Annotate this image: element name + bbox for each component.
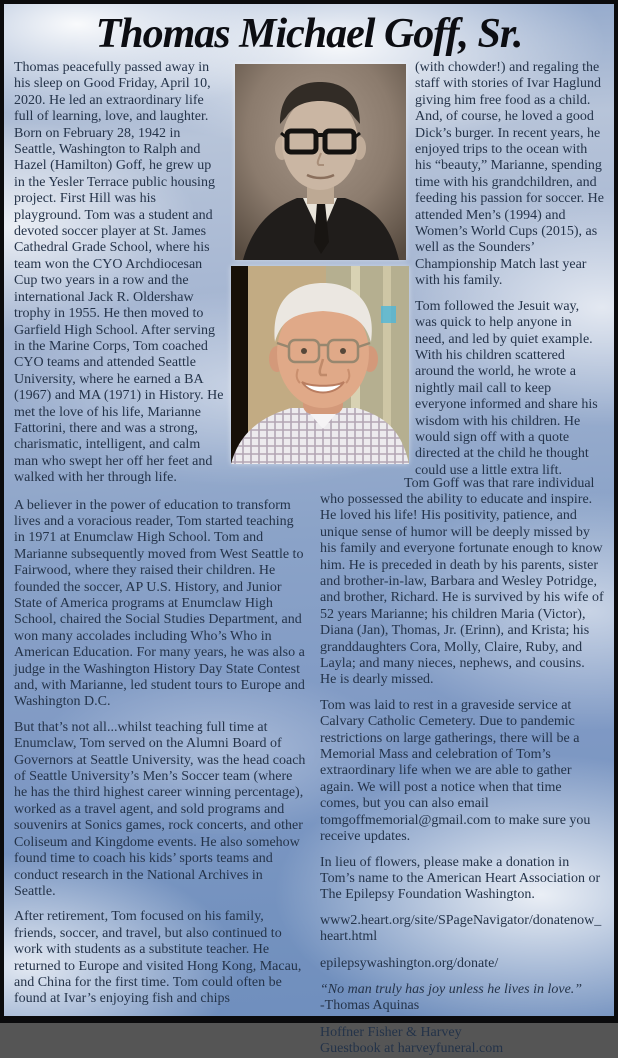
face (282, 96, 358, 190)
obituary-paragraph: Thomas peacefully passed away in his sleep on Good Friday, April 10, 2020. He led an extraordinary life full of learning, love, and laughter. Born on February 28, 1942 in Seattle, Washington to Ralph and Hazel (Hamilton) Goff, he grew up in the Yesler Terrace public housing project. First Hill was his playground. Tom was a student and devoted soccer player at St. James Cathedral Grade School, where his team won the CYO Archdiocesan Cup two years in a row and the international Jack R. Oldershaw trophy in 1955. He then moved to Garfield High School. After serving in the Marine Corps, Tom coached CYO teams and attended Seattle University, where he earned a BA (1967) and MA (1971) in History. He met the love of his life, Marianne Fattorini, there and was a strong, charismatic, intelligent, and calm man who swept her off her feet and walked with her through life. (14, 60, 224, 486)
donation-links (320, 913, 604, 972)
left-column-top (14, 60, 225, 496)
epilepsy-donation-url: epilepsywashington.org/donate/ (320, 955, 499, 971)
window-reflection (381, 306, 396, 323)
obituary-paragraph: (with chowder!) and regaling the staff with stories of Ivar Haglund giving him free food as a child. And, of course, he loved a good Dick’s burger. In recent years, he enjoyed trips to the ocean with his “beauty,” Marianne, spending time with his grandchildren, and feeding his passion for soccer. He attended Men’s (1994) and Women’s World Cups (2015), as well as the Sounders’ Championship Match last year with his family. (415, 60, 604, 289)
bottom-section (14, 475, 604, 1058)
right-column-bottom (320, 475, 604, 1058)
donation-paragraph: In lieu of flowers, please make a donation in Tom’s name to the American Heart Association or The Epilepsy Foundation Washington. (320, 854, 601, 903)
funeral-home-name: Hoffner Fisher & Harvey (320, 1024, 462, 1040)
obituary-paragraph: After retirement, Tom focused on his family, friends, soccer, and travel, but also continued to work with students as a substitute teacher. He returned to Europe and visited Hong Kong, Macau, and China for the first time. Tom could often be found at Ivar’s enjoying fish and chips (14, 909, 302, 1007)
heart-donation-url: www2.heart.org/site/SPageNavigator/donatenow_heart.html (320, 912, 602, 945)
older-portrait-illustration (231, 266, 409, 464)
quote-attribution: -Thomas Aquinas (320, 998, 420, 1014)
guestbook-line: Guestbook at harveyfuneral.com (320, 1041, 504, 1057)
young-tom-portrait-photo (235, 64, 406, 260)
tribute-paragraph: Tom Goff was that rare individual who possessed the ability to educate and inspire. He loved his life! His positivity, patience, and unique sense of humor will be deeply missed by his family and everyone fortunate enough to know him. He is preceded in death by his parents, sister and brother-in-law, Barbara and Wesley Potridge, and brother, Richard. He is survived by his wife of 52 years Marianne; his children Maria (Victor), Diana (Jan), Thomas, Jr. (Erinn), and Krista; his granddaughters Cora, Molly, Claire, Ruby, and Layla; and many nieces, nephews, and cousins. He is dearly missed. (320, 475, 604, 688)
left-column-bottom (14, 498, 306, 1058)
obituary-paragraph: A believer in the power of education to transform lives and a voracious reader, Tom started teaching in 1971 at Enumclaw High School. Tom and Marianne subsequently moved from West Seattle to Fairwood, where they raised their children. He founded the soccer, AP U.S. History, and Junior State of America programs at Enumclaw High School, chaired the Social Studies Department, and won many accolades including Who’s Who in American Education. For many years, he was also a judge in the Washington History Day State Contest and, with Marianne, led student tours to Europe and Washington D.C. (14, 497, 305, 710)
burial-paragraph: Tom was laid to rest in a graveside service at Calvary Catholic Cemetery. Due to pandemic restrictions on large gatherings, there will be a Memorial Mass and celebration of Tom’s extraordinary life when we are able to gather again. We will post a notice when that time comes, but you can also email tomgoffmemorial@gmail.com to make sure you receive updates. (320, 697, 591, 845)
dark-edge (231, 266, 248, 464)
memorial-quote: “No man truly has joy unless he lives in love.” (320, 981, 583, 997)
older-tom-portrait-photo (231, 266, 409, 464)
eye (301, 348, 307, 354)
obituary-paragraph: But that’s not all...whilst teaching full time at Enumclaw, Tom served on the Alumni Board of Governors at Seattle University, was the head coach of Seattle University’s Men’s Soccer team (where he has the third highest career winning percentage), worked as a travel agent, and sold programs and souvenirs at Sonics games, rock concerts, and other Coliseum and Kingdome events. He also somehow found time to coach his kids’ sports teams and conduct research in the National Archives in Seattle. (14, 719, 306, 899)
top-section (14, 60, 604, 496)
right-column-top (415, 60, 604, 496)
photo-column (231, 60, 409, 496)
obituary-paragraph: Tom followed the Jesuit way, was quick to help anyone in need, and led by quiet example. With his children scattered around the world, he wrote a nightly mail call to keep everyone informed and share his wisdom with his children. He would sign off with a quote directed at the child he thought could use a little extra lift. (415, 298, 598, 478)
eye (340, 348, 346, 354)
young-portrait-illustration (235, 64, 406, 260)
obituary-content (4, 60, 614, 1058)
page-title: Thomas Michael Goff, Sr. (95, 11, 523, 57)
